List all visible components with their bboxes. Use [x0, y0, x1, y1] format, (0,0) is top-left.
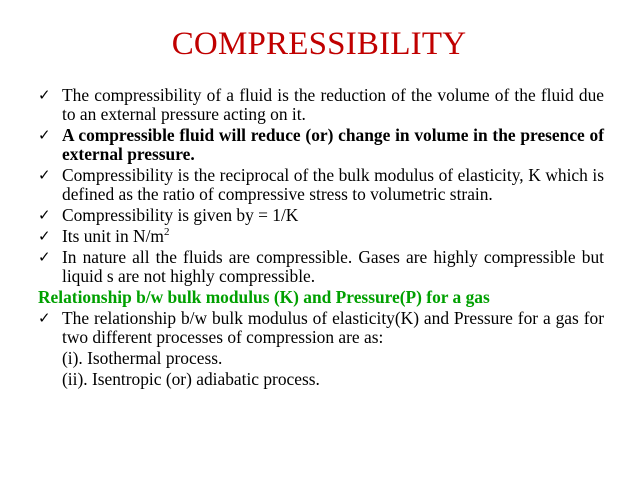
check-mark-icon: ✓ — [38, 126, 51, 144]
sub-item: (ii). Isentropic (or) adiabatic process. — [62, 369, 320, 389]
bullet-text: Compressibility is given by = 1/K — [62, 205, 299, 225]
check-mark-icon: ✓ — [38, 166, 51, 184]
bullet-item — [38, 166, 604, 204]
bullet-text: Its unit in N/m — [62, 226, 164, 246]
check-mark-icon: ✓ — [38, 206, 51, 224]
slide-content — [38, 86, 604, 391]
sub-item: (i). Isothermal process. — [62, 348, 223, 368]
bullet-text: In nature all the fluids are compressible. Gases are highly compressible but liquid s are not highly compressible. — [62, 247, 604, 286]
check-mark-icon: ✓ — [38, 227, 51, 245]
bullet-item — [38, 86, 604, 124]
slide-title: COMPRESSIBILITY — [171, 26, 467, 62]
check-mark-icon: ✓ — [38, 309, 51, 327]
bullet-text: The compressibility of a fluid is the reduction of the volume of the fluid due to an external pressure acting on it. — [62, 85, 604, 124]
section-heading: Relationship b/w bulk modulus (K) and Pressure(P) for a gas — [38, 287, 490, 307]
superscript: 2 — [163, 226, 170, 239]
bullet-item — [38, 206, 604, 225]
bullet-item — [38, 126, 604, 164]
bullet-text: Compressibility is the reciprocal of the bulk modulus of elasticity, K which is defined as the ratio of compressive stress to volumetric strain. — [62, 165, 604, 204]
bullet-text: The relationship b/w bulk modulus of elasticity(K) and Pressure for a gas for two different processes of compression are as: — [62, 308, 604, 347]
bullet-item — [38, 248, 604, 286]
bullet-text: A compressible fluid will reduce (or) change in volume in the presence of external pressure. — [62, 125, 604, 164]
bullet-item — [38, 227, 604, 246]
bullet-item — [38, 309, 604, 347]
check-mark-icon: ✓ — [38, 248, 51, 266]
check-mark-icon: ✓ — [38, 86, 51, 104]
